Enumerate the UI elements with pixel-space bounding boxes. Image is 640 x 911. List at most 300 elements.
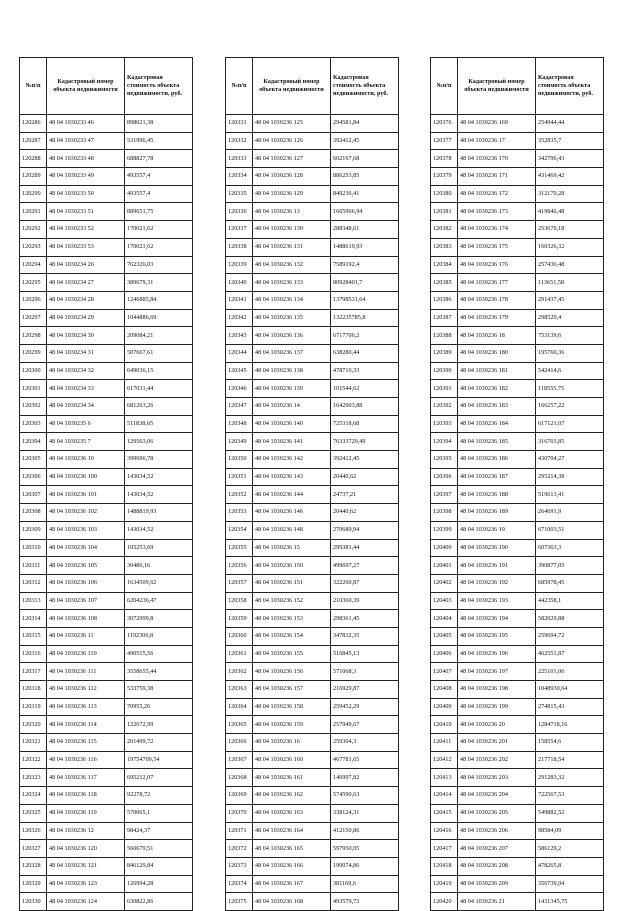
table-row <box>431 203 604 221</box>
table-row <box>20 574 193 592</box>
row-number-cell: 120387 <box>431 309 458 327</box>
cadastral-number-cell: 48 04 1030236 190 <box>458 539 536 557</box>
table-row <box>226 592 399 610</box>
cadastral-value-cell: 533759,38 <box>125 681 193 699</box>
table-row <box>20 115 193 133</box>
cadastral-value-cell: 725318,68 <box>331 415 399 433</box>
cadastral-value-cell: 586129,2 <box>536 840 604 858</box>
table-row <box>20 875 193 893</box>
cadastral-number-cell: 48 04 1030234 31 <box>47 344 125 362</box>
row-number-cell: 120332 <box>226 132 253 150</box>
cadastral-value-cell: 24737,21 <box>331 486 399 504</box>
row-number-cell: 120363 <box>226 681 253 699</box>
row-number-cell: 120411 <box>431 734 458 752</box>
table-row <box>226 875 399 893</box>
cadastral-number-cell: 48 04 1030234 33 <box>47 380 125 398</box>
table-row <box>226 327 399 345</box>
cadastral-number-cell: 48 04 1030236 171 <box>458 168 536 186</box>
cadastral-value-cell: 259452,29 <box>331 698 399 716</box>
table-row <box>20 362 193 380</box>
cadastral-value-cell: 170021,62 <box>125 238 193 256</box>
cadastral-number-cell: 48 04 1030236 140 <box>253 415 331 433</box>
cadastral-value-cell: 259694,72 <box>536 627 604 645</box>
cadastral-number-cell: 48 04 1030236 146 <box>253 504 331 522</box>
table-row <box>431 574 604 592</box>
row-number-cell: 120352 <box>226 486 253 504</box>
row-number-cell: 120395 <box>431 451 458 469</box>
header-num: №п/п <box>431 58 458 115</box>
cadastral-number-cell: 48 04 1030236 162 <box>253 787 331 805</box>
row-number-cell: 120316 <box>20 645 47 663</box>
row-number-cell: 120350 <box>226 451 253 469</box>
cadastral-value-cell: 399696,78 <box>125 451 193 469</box>
cadastral-value-cell: 257436,48 <box>536 256 604 274</box>
row-number-cell: 120396 <box>431 468 458 486</box>
cadastral-value-cell: 889651,75 <box>125 203 193 221</box>
cadastral-value-cell: 76333729,49 <box>331 433 399 451</box>
cadastral-value-cell: 216929,87 <box>331 681 399 699</box>
cadastral-number-cell: 48 04 1030236 158 <box>253 698 331 716</box>
cadastral-number-cell: 48 04 1030236 128 <box>253 168 331 186</box>
cadastral-number-cell: 48 04 1030234 32 <box>47 362 125 380</box>
row-number-cell: 120318 <box>20 681 47 699</box>
row-number-cell: 120346 <box>226 380 253 398</box>
cadastral-number-cell: 48 04 1030236 131 <box>253 238 331 256</box>
row-number-cell: 120358 <box>226 592 253 610</box>
row-number-cell: 120364 <box>226 698 253 716</box>
table-row <box>431 539 604 557</box>
cadastral-number-cell: 48 04 1030236 203 <box>458 769 536 787</box>
cadastral-value-cell: 849236,41 <box>331 185 399 203</box>
table-row <box>20 681 193 699</box>
cadastral-number-cell: 48 04 1030236 155 <box>253 645 331 663</box>
cadastral-number-cell: 48 04 1030236 201 <box>458 734 536 752</box>
table-row <box>20 840 193 858</box>
table-row <box>20 716 193 734</box>
cadastral-value-cell: 531996,45 <box>125 132 193 150</box>
cadastral-number-cell: 48 04 1030236 123 <box>47 875 125 893</box>
cadastral-number-cell: 48 04 1030236 192 <box>458 574 536 592</box>
cadastral-value-cell: 582029,88 <box>536 610 604 628</box>
cadastral-number-cell: 48 04 1030236 182 <box>458 380 536 398</box>
table-row <box>431 380 604 398</box>
table-row <box>431 415 604 433</box>
cadastral-number-cell: 48 04 1030236 133 <box>253 274 331 292</box>
cadastral-value-cell: 1246885,84 <box>125 291 193 309</box>
cadastral-value-cell: 291283,32 <box>536 769 604 787</box>
table-row <box>431 734 604 752</box>
cadastral-value-cell: 753139,6 <box>536 327 604 345</box>
cadastral-value-cell: 685978,45 <box>536 574 604 592</box>
cadastral-value-cell: 253670,18 <box>536 221 604 239</box>
cadastral-value-cell: 322260,87 <box>331 574 399 592</box>
table-row <box>431 185 604 203</box>
table-row <box>431 787 604 805</box>
table-row <box>226 822 399 840</box>
table-row <box>226 557 399 575</box>
row-number-cell: 120288 <box>20 150 47 168</box>
table-row <box>431 893 604 911</box>
cadastral-value-cell: 688827,78 <box>125 150 193 168</box>
table-row <box>226 663 399 681</box>
cadastral-table-2 <box>225 57 399 911</box>
row-number-cell: 120367 <box>226 751 253 769</box>
row-number-cell: 120345 <box>226 362 253 380</box>
cadastral-number-cell: 48 04 1030236 152 <box>253 592 331 610</box>
header-cadastral-number: Кадастровый номер объекта недвижимости <box>458 58 536 115</box>
cadastral-number-cell: 48 04 1030236 110 <box>47 645 125 663</box>
cadastral-number-cell: 48 04 1030236 126 <box>253 132 331 150</box>
cadastral-value-cell: 478265,8 <box>536 857 604 875</box>
cadastral-number-cell: 48 04 1030236 141 <box>253 433 331 451</box>
row-number-cell: 120384 <box>431 256 458 274</box>
cadastral-value-cell: 201499,72 <box>125 734 193 752</box>
row-number-cell: 120354 <box>226 521 253 539</box>
cadastral-number-cell: 48 04 1030236 159 <box>253 716 331 734</box>
table-row <box>20 150 193 168</box>
row-number-cell: 120398 <box>431 504 458 522</box>
row-number-cell: 120337 <box>226 221 253 239</box>
cadastral-number-cell: 48 04 1030236 204 <box>458 787 536 805</box>
row-number-cell: 120328 <box>20 857 47 875</box>
cadastral-value-cell: 390877,05 <box>536 557 604 575</box>
row-number-cell: 120319 <box>20 698 47 716</box>
cadastral-number-cell: 48 04 1030236 198 <box>458 681 536 699</box>
table-row <box>20 592 193 610</box>
table-row <box>431 274 604 292</box>
cadastral-value-cell: 597950,05 <box>331 840 399 858</box>
table-row <box>226 132 399 150</box>
cadastral-number-cell: 48 04 1030236 184 <box>458 415 536 433</box>
row-number-cell: 120401 <box>431 557 458 575</box>
cadastral-number-cell: 48 04 1030236 142 <box>253 451 331 469</box>
cadastral-value-cell: 225101,06 <box>536 663 604 681</box>
cadastral-number-cell: 48 04 1030236 129 <box>253 185 331 203</box>
cadastral-value-cell: 507667,61 <box>125 344 193 362</box>
row-number-cell: 120361 <box>226 645 253 663</box>
cadastral-number-cell: 48 04 1030233 48 <box>47 150 125 168</box>
row-number-cell: 120338 <box>226 238 253 256</box>
cadastral-value-cell: 898021,38 <box>125 115 193 133</box>
row-number-cell: 120304 <box>20 433 47 451</box>
table-row <box>20 185 193 203</box>
row-number-cell: 120336 <box>226 203 253 221</box>
table-body <box>431 115 604 911</box>
row-number-cell: 120373 <box>226 857 253 875</box>
table-row <box>431 698 604 716</box>
table-row <box>226 168 399 186</box>
cadastral-value-cell: 392412,45 <box>331 132 399 150</box>
row-number-cell: 120402 <box>431 574 458 592</box>
row-number-cell: 120356 <box>226 557 253 575</box>
row-number-cell: 120291 <box>20 203 47 221</box>
cadastral-value-cell: 607363,3 <box>536 539 604 557</box>
table-row <box>20 221 193 239</box>
cadastral-number-cell: 48 04 1030236 114 <box>47 716 125 734</box>
cadastral-number-cell: 48 04 1030236 130 <box>253 221 331 239</box>
cadastral-value-cell: 70955,26 <box>125 698 193 716</box>
table-row <box>226 610 399 628</box>
cadastral-number-cell: 48 04 1030236 14 <box>253 398 331 416</box>
table-row <box>20 468 193 486</box>
row-number-cell: 120298 <box>20 327 47 345</box>
cadastral-number-cell: 48 04 1030236 104 <box>47 539 125 557</box>
row-number-cell: 120388 <box>431 327 458 345</box>
cadastral-value-cell: 467781,65 <box>331 751 399 769</box>
table-row <box>431 433 604 451</box>
cadastral-value-cell: 1488619,93 <box>331 238 399 256</box>
row-number-cell: 120412 <box>431 751 458 769</box>
table-row <box>431 238 604 256</box>
cadastral-value-cell: 1488819,93 <box>125 504 193 522</box>
cadastral-table-1 <box>19 57 193 911</box>
cadastral-number-cell: 48 04 1030236 16 <box>253 734 331 752</box>
cadastral-value-cell: 493579,73 <box>331 893 399 911</box>
cadastral-value-cell: 7589192,4 <box>331 256 399 274</box>
cadastral-value-cell: 98424,37 <box>125 822 193 840</box>
table-row <box>226 840 399 858</box>
cadastral-value-cell: 209084,21 <box>125 327 193 345</box>
row-number-cell: 120309 <box>20 521 47 539</box>
row-number-cell: 120308 <box>20 504 47 522</box>
row-number-cell: 120391 <box>431 380 458 398</box>
table-row <box>226 380 399 398</box>
cadastral-value-cell: 1048930,64 <box>536 681 604 699</box>
table-row <box>226 468 399 486</box>
table-row <box>20 238 193 256</box>
row-number-cell: 120307 <box>20 486 47 504</box>
row-number-cell: 120414 <box>431 787 458 805</box>
row-number-cell: 120360 <box>226 627 253 645</box>
cadastral-value-cell: 312179,28 <box>536 185 604 203</box>
row-number-cell: 120405 <box>431 627 458 645</box>
cadastral-number-cell: 48 04 1030236 151 <box>253 574 331 592</box>
cadastral-value-cell: 299381,44 <box>331 539 399 557</box>
row-number-cell: 120397 <box>431 486 458 504</box>
row-number-cell: 120357 <box>226 574 253 592</box>
cadastral-number-cell: 48 04 1030236 185 <box>458 433 536 451</box>
table-row <box>20 857 193 875</box>
row-number-cell: 120375 <box>226 893 253 911</box>
table-row <box>20 539 193 557</box>
cadastral-value-cell: 412150,86 <box>331 822 399 840</box>
cadastral-number-cell: 48 04 1030236 108 <box>47 610 125 628</box>
table-row <box>431 592 604 610</box>
table-row <box>226 256 399 274</box>
row-number-cell: 120329 <box>20 875 47 893</box>
header-cadastral-value: Кадастровая стоимость объекта недвижимости, руб. <box>125 58 193 115</box>
row-number-cell: 120303 <box>20 415 47 433</box>
cadastral-number-cell: 48 04 1030236 17 <box>458 132 536 150</box>
row-number-cell: 120383 <box>431 238 458 256</box>
cadastral-value-cell: 542414,6 <box>536 362 604 380</box>
cadastral-number-cell: 48 04 1030236 148 <box>253 521 331 539</box>
cadastral-value-cell: 143034,52 <box>125 486 193 504</box>
cadastral-value-cell: 166257,22 <box>536 398 604 416</box>
table-row <box>226 185 399 203</box>
table-row <box>20 451 193 469</box>
cadastral-number-cell: 48 04 1030236 199 <box>458 698 536 716</box>
row-number-cell: 120286 <box>20 115 47 133</box>
row-number-cell: 120349 <box>226 433 253 451</box>
row-number-cell: 120306 <box>20 468 47 486</box>
header-cadastral-number: Кадастровый номер объекта недвижимости <box>253 58 331 115</box>
cadastral-number-cell: 48 04 1030236 188 <box>458 486 536 504</box>
cadastral-value-cell: 1642903,88 <box>331 398 399 416</box>
table-row <box>20 327 193 345</box>
cadastral-value-cell: 430704,27 <box>536 451 604 469</box>
cadastral-value-cell: 392412,45 <box>331 451 399 469</box>
cadastral-value-cell: 126994,28 <box>125 875 193 893</box>
row-number-cell: 120348 <box>226 415 253 433</box>
table-row <box>431 150 604 168</box>
cadastral-number-cell: 48 04 1030236 132 <box>253 256 331 274</box>
cadastral-number-cell: 48 04 1030236 15 <box>253 539 331 557</box>
cadastral-value-cell: 298361,45 <box>331 610 399 628</box>
row-number-cell: 120327 <box>20 840 47 858</box>
cadastral-value-cell: 190074,86 <box>331 857 399 875</box>
table-row <box>226 398 399 416</box>
table-row <box>20 433 193 451</box>
row-number-cell: 120290 <box>20 185 47 203</box>
table-row <box>20 504 193 522</box>
cadastral-value-cell: 493557,4 <box>125 168 193 186</box>
cadastral-number-cell: 48 04 1030236 195 <box>458 627 536 645</box>
cadastral-number-cell: 48 04 1030236 164 <box>253 822 331 840</box>
cadastral-number-cell: 48 04 1030235 7 <box>47 433 125 451</box>
table-row <box>431 557 604 575</box>
table-row <box>226 344 399 362</box>
table-row <box>226 203 399 221</box>
cadastral-number-cell: 48 04 1030236 178 <box>458 291 536 309</box>
cadastral-value-cell: 671003,51 <box>536 521 604 539</box>
row-number-cell: 120407 <box>431 663 458 681</box>
row-number-cell: 120368 <box>226 769 253 787</box>
row-number-cell: 120323 <box>20 769 47 787</box>
cadastral-value-cell: 143034,52 <box>125 521 193 539</box>
row-number-cell: 120418 <box>431 857 458 875</box>
header-num: №п/п <box>20 58 47 115</box>
cadastral-value-cell: 846129,84 <box>125 857 193 875</box>
cadastral-number-cell: 48 04 1030236 143 <box>253 468 331 486</box>
cadastral-value-cell: 13798531,64 <box>331 291 399 309</box>
row-number-cell: 120296 <box>20 291 47 309</box>
cadastral-number-cell: 48 04 1030236 106 <box>47 574 125 592</box>
table-row <box>20 168 193 186</box>
cadastral-number-cell: 48 04 1030236 112 <box>47 681 125 699</box>
cadastral-number-cell: 48 04 1030236 116 <box>47 751 125 769</box>
cadastral-value-cell: 316703,85 <box>536 433 604 451</box>
cadastral-number-cell: 48 04 1030236 170 <box>458 150 536 168</box>
cadastral-value-cell: 722567,53 <box>536 787 604 805</box>
cadastral-value-cell: 1284718,16 <box>536 716 604 734</box>
row-number-cell: 120374 <box>226 875 253 893</box>
row-number-cell: 120334 <box>226 168 253 186</box>
cadastral-value-cell: 1044886,69 <box>125 309 193 327</box>
table-row <box>20 398 193 416</box>
cadastral-value-cell: 695212,07 <box>125 769 193 787</box>
row-number-cell: 120292 <box>20 221 47 239</box>
cadastral-value-cell: 298520,4 <box>536 309 604 327</box>
cadastral-number-cell: 48 04 1030233 52 <box>47 221 125 239</box>
cadastral-value-cell: 101544,62 <box>331 380 399 398</box>
row-number-cell: 120325 <box>20 804 47 822</box>
row-number-cell: 120403 <box>431 592 458 610</box>
cadastral-number-cell: 48 04 1030236 121 <box>47 857 125 875</box>
cadastral-value-cell: 20440,62 <box>331 468 399 486</box>
cadastral-number-cell: 48 04 1030236 172 <box>458 185 536 203</box>
row-number-cell: 120365 <box>226 716 253 734</box>
cadastral-number-cell: 48 04 1030236 113 <box>47 698 125 716</box>
cadastral-number-cell: 48 04 1030236 125 <box>253 115 331 133</box>
table-row <box>20 734 193 752</box>
cadastral-number-cell: 48 04 1030236 105 <box>47 557 125 575</box>
row-number-cell: 120335 <box>226 185 253 203</box>
table-row <box>226 698 399 716</box>
cadastral-value-cell: 649036,15 <box>125 362 193 380</box>
table-row <box>431 822 604 840</box>
cadastral-table-3 <box>430 57 604 911</box>
cadastral-number-cell: 48 04 1030236 13 <box>253 203 331 221</box>
table-row <box>20 751 193 769</box>
cadastral-number-cell: 48 04 1030236 191 <box>458 557 536 575</box>
table-row <box>226 115 399 133</box>
cadastral-value-cell: 264691,9 <box>536 504 604 522</box>
cadastral-value-cell: 571068,3 <box>331 663 399 681</box>
cadastral-number-cell: 48 04 1030236 120 <box>47 840 125 858</box>
cadastral-number-cell: 48 04 1030236 179 <box>458 309 536 327</box>
table-row <box>20 380 193 398</box>
cadastral-number-cell: 48 04 1030236 177 <box>458 274 536 292</box>
table-row <box>20 557 193 575</box>
cadastral-number-cell: 48 04 1030236 115 <box>47 734 125 752</box>
cadastral-number-cell: 48 04 1030235 6 <box>47 415 125 433</box>
table-row <box>20 344 193 362</box>
row-number-cell: 120295 <box>20 274 47 292</box>
table-row <box>226 787 399 805</box>
cadastral-number-cell: 48 04 1030236 187 <box>458 468 536 486</box>
table-row <box>226 238 399 256</box>
table-row <box>431 398 604 416</box>
table-row <box>431 291 604 309</box>
row-number-cell: 120389 <box>431 344 458 362</box>
cadastral-number-cell: 48 04 1030236 119 <box>47 804 125 822</box>
table-row <box>20 486 193 504</box>
row-number-cell: 120386 <box>431 291 458 309</box>
cadastral-number-cell: 48 04 1030236 118 <box>47 787 125 805</box>
row-number-cell: 120322 <box>20 751 47 769</box>
cadastral-number-cell: 48 04 1030236 20 <box>458 716 536 734</box>
cadastral-number-cell: 48 04 1030236 205 <box>458 804 536 822</box>
cadastral-number-cell: 48 04 1030236 207 <box>458 840 536 858</box>
cadastral-number-cell: 48 04 1030234 30 <box>47 327 125 345</box>
row-number-cell: 120300 <box>20 362 47 380</box>
cadastral-value-cell: 574590,63 <box>331 787 399 805</box>
cadastral-value-cell: 257949,67 <box>331 716 399 734</box>
table-row <box>20 804 193 822</box>
row-number-cell: 120330 <box>20 893 47 911</box>
row-number-cell: 120371 <box>226 822 253 840</box>
cadastral-number-cell: 48 04 1030234 34 <box>47 398 125 416</box>
cadastral-number-cell: 48 04 1030236 138 <box>253 362 331 380</box>
row-number-cell: 120315 <box>20 627 47 645</box>
cadastral-value-cell: 381169,6 <box>331 875 399 893</box>
cadastral-value-cell: 478710,33 <box>331 362 399 380</box>
row-number-cell: 120351 <box>226 468 253 486</box>
table-row <box>431 327 604 345</box>
row-number-cell: 120380 <box>431 185 458 203</box>
cadastral-value-cell: 295214,38 <box>536 468 604 486</box>
